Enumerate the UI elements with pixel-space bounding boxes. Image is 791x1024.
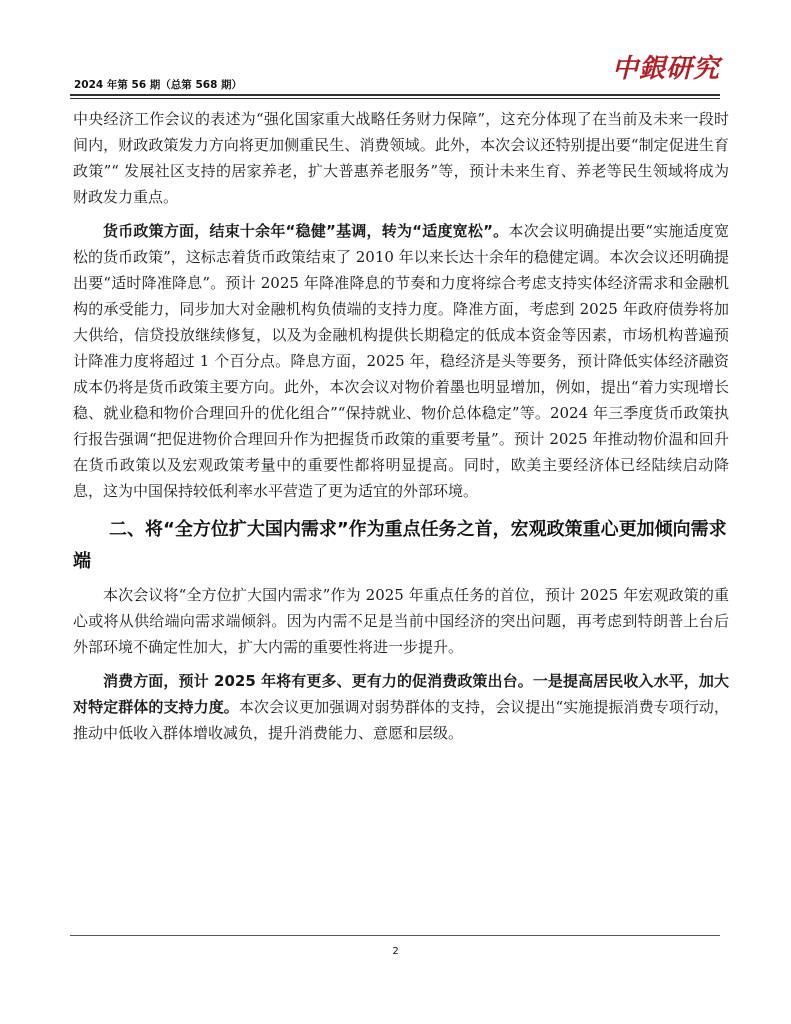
paragraph-monetary-policy [73, 218, 729, 504]
header-rule-thin [70, 98, 720, 99]
logo-text: 中銀研究 [612, 54, 721, 84]
logo [612, 48, 724, 88]
paragraph-fiscal-continued: 中央经济工作会议的表述为“强化国家重大战略任务财力保障”，这充分体现了在当前及未来一段时间内，财政政策发力方向将更加侧重民生、消费领域。此外，本次会议还特别提出要“制定促进生育政策”“ 发展社区支持的居家养老，扩大普惠养老服务”等，预计未来生育、养老等民生领域将成为财政发力重点。 [73, 110, 729, 206]
paragraph-lead-bold: 消费方面，预计 2025 年将有更多、更有力的促消费政策出台。一是提高居民收入水平，加大对特定群体的支持力度。 [73, 672, 729, 716]
page-number: 2 [392, 946, 399, 957]
document-body [73, 106, 729, 746]
issue-number: 2024 年第 56 期（总第 568 期） [74, 79, 243, 91]
paragraph-text: 本次会议明确提出要“实施适度宽松的货币政策”，这标志着货币政策结束了 2010 年以来长达十余年的稳健定调。本次会议还明确提出要“适时降准降息”。预计 2025 年降准降息的节奏和力度将综合考虑支持实体经济需求和金融机构的承受能力，同步加大对金融机构负债端的支持力度。降准方面，考虑到 2025 年政府债券将加大供给，信贷投放继续修复，以及为金融机构提供长期稳定的低成本资金等因素，市场机构普遍预计降准力度将超过 1 个百分点。降息方面，2025 年，稳经济是头等要务，预计降低实体经济融资成本仍将是货币政策主要方向。此外，本次会议对物价着墨也明显增加，例如，提出“着力实现增长稳、就业稳和物价合理回升的优化组合”“保持就业、物价总体稳定”等。2024 年三季度货币政策执行报告强调“把促进物价合理回升作为把握货币政策的重要考量”。预计 2025 年推动物价温和回升在货币政策以及宏观政策考量中的重要性都将明显提高。同时，欧美主要经济体已经陆续启动降息，这为中国保持较低利率水平营造了更为适宜的外部环境。 [73, 222, 730, 500]
paragraph-text: 本次会议更加强调对弱势群体的支持，会议提出“实施提振消费专项行动，推动中低收入群体增收减负，提升消费能力、意愿和层级。 [73, 698, 729, 742]
paragraph-domestic-demand: 本次会议将“全方位扩大国内需求”作为 2025 年重点任务的首位，预计 2025 年宏观政策的重心或将从供给端向需求端倾斜。因为内需不足是当前中国经济的突出问题，再考虑到特朗普上台后外部环境不确定性加大，扩大内需的重要性将进一步提升。 [73, 586, 729, 656]
section-heading: 二、将“全方位扩大国内需求”作为重点任务之首，宏观政策重心更加倾向需求端 [73, 519, 727, 572]
footer-rule [70, 935, 720, 936]
header-rule-thick [70, 94, 720, 96]
paragraph-lead-bold: 货币政策方面，结束十余年“稳健”基调，转为“适度宽松”。 [103, 222, 509, 240]
paragraph-consumption [73, 668, 729, 746]
